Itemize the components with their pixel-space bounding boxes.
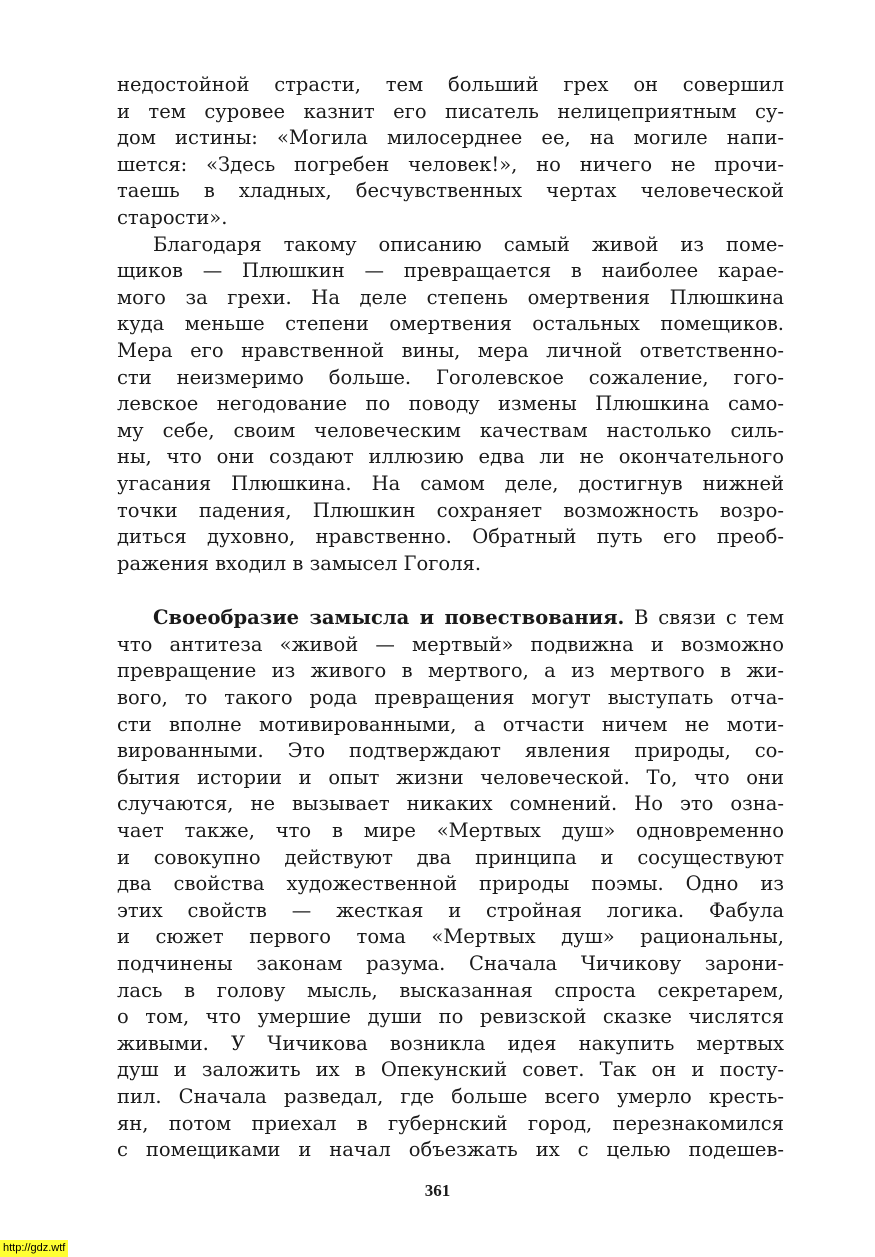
text-line: с помещиками и начал объезжать их с целью подешев- [117, 1138, 784, 1162]
text-line: что антитеза «живой — мертвый» подвижна и возможно [117, 632, 784, 656]
text-line: точки падения, Плюшкин сохраняет возможность возро- [117, 498, 784, 522]
text-line: и сюжет первого тома «Мертвых душ» рациональны, [117, 925, 784, 949]
text-line: ны, что они создают иллюзию едва ли не окончательного [117, 445, 784, 469]
text-line: недостойной страсти, тем больший грех он совершил [117, 73, 784, 96]
text-line: старости». [117, 205, 228, 229]
text-line: о том, что умершие души по ревизской сказке числятся [117, 1005, 784, 1029]
text-line: бытия истории и опыт жизни человеческой. То, что они [117, 765, 784, 789]
text-line: пил. Сначала разведал, где больше всего умерло кресть- [117, 1084, 784, 1108]
text-line: таешь в хладных, бесчувственных чертах человеческой [117, 179, 784, 203]
text-line: и тем суровее казнит его писатель нелицеприятным су- [117, 99, 784, 123]
text-line: чает также, что в мире «Мертвых душ» одновременно [117, 819, 784, 843]
paragraph-2 [117, 232, 784, 578]
text-line: щиков — Плюшкин — превращается в наиболее карае- [117, 259, 784, 283]
text-line: шется: «Здесь погребен человек!», но ничего не прочи- [117, 152, 784, 176]
page-number: 361 [424, 1181, 451, 1200]
text-line: мого за грехи. На деле степень омертвения Плюшкина [117, 285, 784, 309]
text-line: сти неизмеримо больше. Гоголевское сожаление, гого- [117, 365, 784, 389]
text-line: му себе, своим человеческим качествам настолько силь- [117, 418, 784, 442]
paragraph-3 [117, 605, 784, 1163]
text-line: подчинены законам разума. Сначала Чичикову зарони- [117, 952, 784, 975]
heading-continuation: В связи с тем [624, 606, 785, 630]
text-line: превращение из живого в мертвого, а из мертвого в жи- [117, 659, 784, 683]
text-line: Благодаря такому описанию самый живой из поме- [153, 232, 784, 256]
section-spacer [117, 577, 784, 605]
page-body [117, 72, 784, 1164]
text-line: куда меньше степени омертвения остальных помещиков. [117, 312, 784, 336]
section-heading: Своеобразие замысла и повествования. [153, 606, 625, 630]
text-line: два свойства художественной природы поэмы. Одно из [117, 872, 784, 896]
text-line: вированными. Это подтверждают явления природы, со- [117, 739, 784, 763]
text-line: вого, то такого рода превращения могут выступать отча- [117, 686, 784, 710]
text-line: душ и заложить их в Опекунский совет. Так он и посту- [117, 1058, 784, 1082]
text-line: угасания Плюшкина. На самом деле, достигнув нижней [117, 471, 784, 495]
text-line [117, 605, 784, 632]
text-line: живыми. У Чичикова возникла идея накупить мертвых [117, 1031, 784, 1055]
text-line: дом истины: «Могила милосерднее ее, на могиле напи- [117, 126, 784, 150]
text-line: случаются, не вызывает никаких сомнений. Но это озна- [117, 792, 784, 816]
text-line: левское негодование по поводу измены Плюшкина само- [117, 392, 784, 416]
text-line: этих свойств — жесткая и стройная логика. Фабула [117, 898, 784, 922]
text-line: лась в голову мысль, высказанная спроста секретарем, [117, 978, 784, 1002]
text-line: Мера его нравственной вины, мера личной ответственно- [117, 338, 784, 362]
text-line: ян, потом приехал в губернский город, перезнакомился [117, 1111, 784, 1135]
text-line: и совокупно действуют два принципа и сосуществуют [117, 845, 784, 869]
paragraph-1 [117, 72, 784, 232]
text-line: ражения входил в замысел Гоголя. [117, 551, 482, 575]
text-line: диться духовно, нравственно. Обратный путь его преоб- [117, 525, 784, 549]
text-line: сти вполне мотивированными, а отчасти ничем не моти- [117, 712, 784, 736]
watermark-link[interactable]: http://gdz.wtf [0, 1240, 68, 1257]
